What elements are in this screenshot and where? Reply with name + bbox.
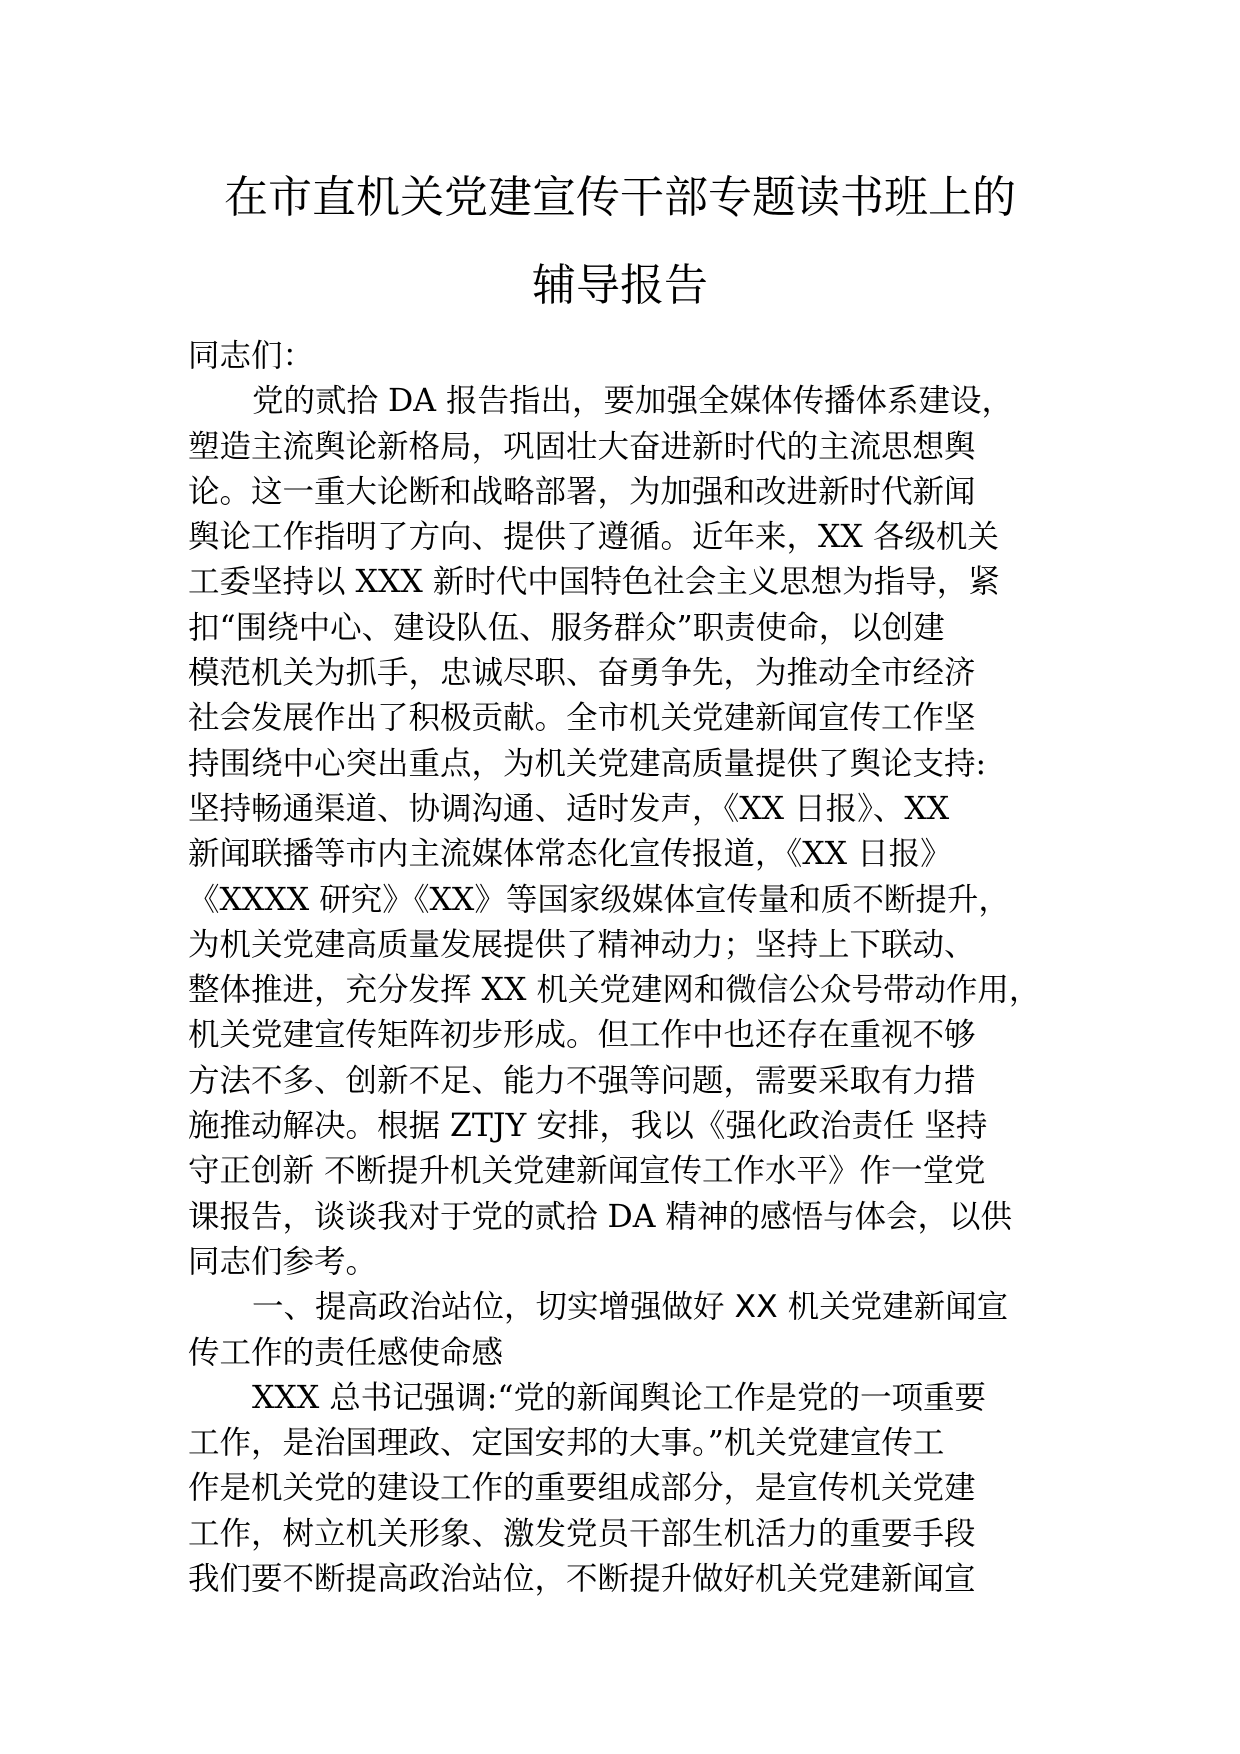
paragraph-line: 我们要不断提高政治站位，不断提升做好机关党建新闻宣	[188, 1561, 976, 1598]
document-title-line-1: 在市直机关党建宣传干部专题读书班上的	[224, 172, 1016, 223]
paragraph-line: 同志们参考。	[188, 1243, 378, 1280]
paragraph-line: 机关党建宣传矩阵初步形成。但工作中也还存在重视不够	[188, 1017, 976, 1054]
paragraph-line: 模范机关为抓手，忠诚尽职、奋勇争先，为推动全市经济	[188, 655, 976, 692]
paragraph-line: 党的贰拾 DA 报告指出，要加强全媒体传播体系建设，	[252, 383, 1014, 420]
paragraph-line: 工作，树立机关形象、激发党员干部生机活力的重要手段	[188, 1515, 976, 1552]
paragraph-line: 作是机关党的建设工作的重要组成部分，是宣传机关党建	[188, 1470, 976, 1507]
paragraph-line: XXX 总书记强调:“党的新闻舆论工作是党的一项重要	[252, 1379, 987, 1416]
paragraph-line: 新闻联播等市内主流媒体常态化宣传报道，《XX 日报》	[188, 836, 952, 873]
section-heading-line: 传工作的责任感使命感	[188, 1334, 504, 1371]
paragraph-line: 社会发展作出了积极贡献。全市机关党建新闻宣传工作坚	[188, 700, 976, 737]
document-body	[188, 334, 1068, 1602]
paragraph-line: 塑造主流舆论新格局，巩固壮大奋进新时代的主流思想舆	[188, 428, 976, 465]
paragraph-line: 《XXXX 研究》《XX》等国家级媒体宣传量和质不断提升，	[188, 881, 1010, 918]
paragraph-line: 施推动解决。根据 ZTJY 安排，我以《强化政治责任 坚持	[188, 1108, 988, 1145]
paragraph-line: 整体推进，充分发挥 XX 机关党建网和微信公众号带动作用，	[188, 972, 1041, 1009]
paragraph-line: 持围绕中心突出重点，为机关党建高质量提供了舆论支持:	[188, 745, 987, 782]
paragraph-line: 课报告，谈谈我对于党的贰拾 DA 精神的感悟与体会，以供	[188, 1198, 1013, 1235]
paragraph-line: 守正创新 不断提升机关党建新闻宣传工作水平》作一堂党	[188, 1153, 986, 1190]
salutation: 同志们：	[188, 338, 315, 374]
paragraph-line: 方法不多、创新不足、能力不强等问题，需要采取有力措	[188, 1062, 976, 1099]
paragraph-line: 扣“围绕中心、建设队伍、服务群众”职责使命，以创建	[188, 609, 945, 646]
document-title-line-2: 辅导报告	[532, 260, 708, 311]
paragraph-line: 为机关党建高质量发展提供了精神动力；坚持上下联动、	[188, 926, 976, 963]
paragraph-line: 工作，是治国理政、定国安邦的大事。”机关党建宣传工	[188, 1425, 945, 1462]
paragraph-line: 论。这一重大论断和战略部署，为加强和改进新时代新闻	[188, 473, 976, 510]
paragraph-line: 工委坚持以 XXX 新时代中国特色社会主义思想为指导，紧	[188, 564, 1000, 601]
section-heading-line: 一、提高政治站位，切实增强做好 XX 机关党建新闻宣	[252, 1289, 1009, 1326]
paragraph-line: 舆论工作指明了方向、提供了遵循。近年来，XX 各级机关	[188, 519, 999, 556]
paragraph-line: 坚持畅通渠道、协调沟通、适时发声，《XX 日报》、XX	[188, 790, 950, 827]
